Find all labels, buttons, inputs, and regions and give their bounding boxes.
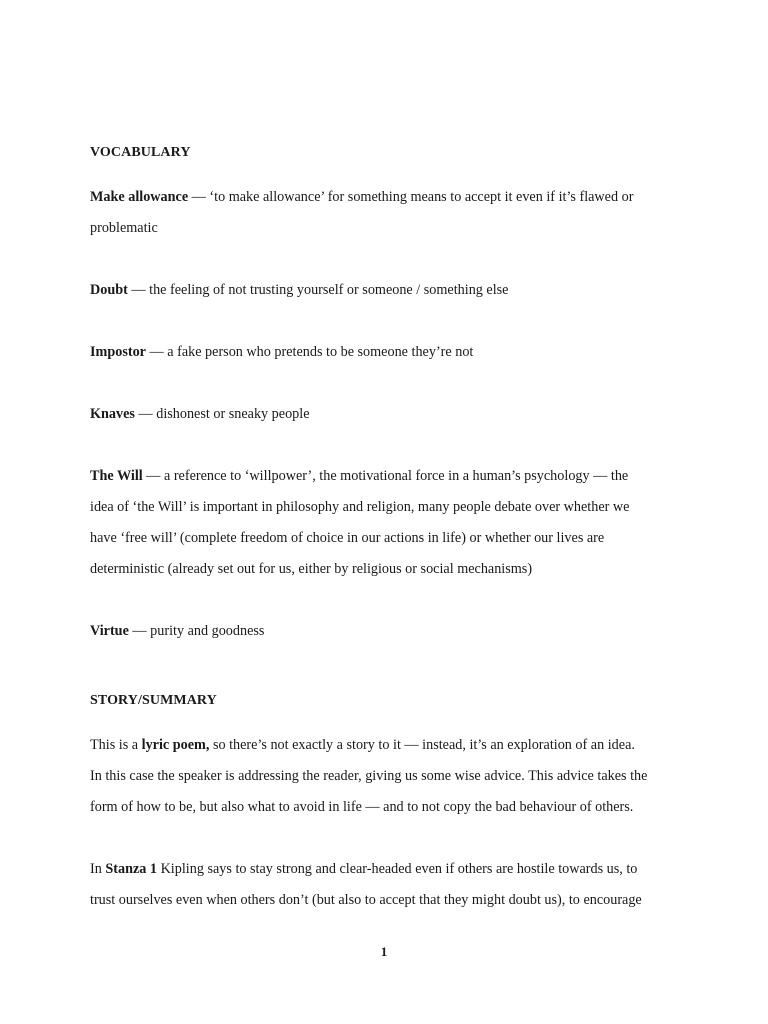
summary-paragraph-1 — [90, 730, 690, 823]
vocab-entry-line — [90, 337, 690, 368]
page-number: 1 — [380, 944, 388, 959]
vocab-definition: — dishonest or sneaky people — [134, 406, 310, 422]
vocab-definition: — a reference to ‘willpower’, the motivational force in a human’s psychology — the — [142, 468, 629, 484]
vocab-entry-line — [90, 399, 690, 430]
vocab-entry-line — [90, 461, 690, 492]
paragraph-line — [90, 730, 690, 761]
summary-paragraph-2 — [90, 854, 690, 916]
vocabulary-heading: VOCABULARY — [90, 145, 191, 160]
vocab-entry-virtue — [90, 616, 690, 647]
paragraph-text: so there’s not exactly a story to it — instead, it’s an exploration of an idea. — [209, 737, 635, 753]
paragraph-text: This is a — [90, 737, 142, 753]
vocab-entry-line: problematic — [90, 220, 158, 236]
vocab-entry-line: deterministic (already set out for us, either by religious or social mechanisms) — [90, 561, 533, 577]
lyric-poem-emphasis: lyric poem, — [141, 737, 210, 753]
vocab-definition: — ‘to make allowance’ for something means to accept it even if it’s flawed or — [188, 189, 634, 205]
vocab-definition: — a fake person who pretends to be someone they’re not — [145, 344, 474, 360]
vocab-term: Doubt — [90, 282, 128, 298]
vocab-term: Virtue — [90, 623, 129, 639]
vocab-entry-make-allowance — [90, 182, 690, 244]
vocab-term: Make allowance — [90, 189, 189, 205]
vocab-term: Impostor — [90, 344, 146, 360]
vocab-entry-doubt — [90, 275, 690, 306]
vocab-entry-line — [90, 182, 690, 213]
vocab-entry-line — [90, 275, 690, 306]
paragraph-text: In — [90, 861, 106, 877]
paragraph-text: Kipling says to stay strong and clear-headed even if others are hostile towards us, to — [157, 861, 638, 877]
vocab-entry-knaves — [90, 399, 690, 430]
vocab-definition: — purity and goodness — [128, 623, 265, 639]
vocab-term: The Will — [90, 468, 143, 484]
paragraph-line — [90, 854, 690, 885]
vocab-entry-line: have ‘free will’ (complete freedom of choice in our actions in life) or whether our lives are — [90, 530, 605, 546]
vocab-term: Knaves — [90, 406, 135, 422]
vocab-entry-line — [90, 616, 690, 647]
vocab-definition: — the feeling of not trusting yourself or someone / something else — [127, 282, 509, 298]
vocab-entry-impostor — [90, 337, 690, 368]
paragraph-line: form of how to be, but also what to avoid in life — and to not copy the bad behaviour of others. — [90, 799, 634, 815]
paragraph-line: In this case the speaker is addressing the reader, giving us some wise advice. This advice takes the — [90, 768, 648, 784]
stanza-emphasis: Stanza 1 — [105, 861, 158, 877]
summary-heading: STORY/SUMMARY — [90, 693, 217, 708]
paragraph-line: trust ourselves even when others don’t (but also to accept that they might doubt us), to encourage — [90, 892, 642, 908]
vocab-entry-line: idea of ‘the Will’ is important in philosophy and religion, many people debate over whether we — [90, 499, 630, 515]
vocab-entry-the-will — [90, 461, 690, 585]
